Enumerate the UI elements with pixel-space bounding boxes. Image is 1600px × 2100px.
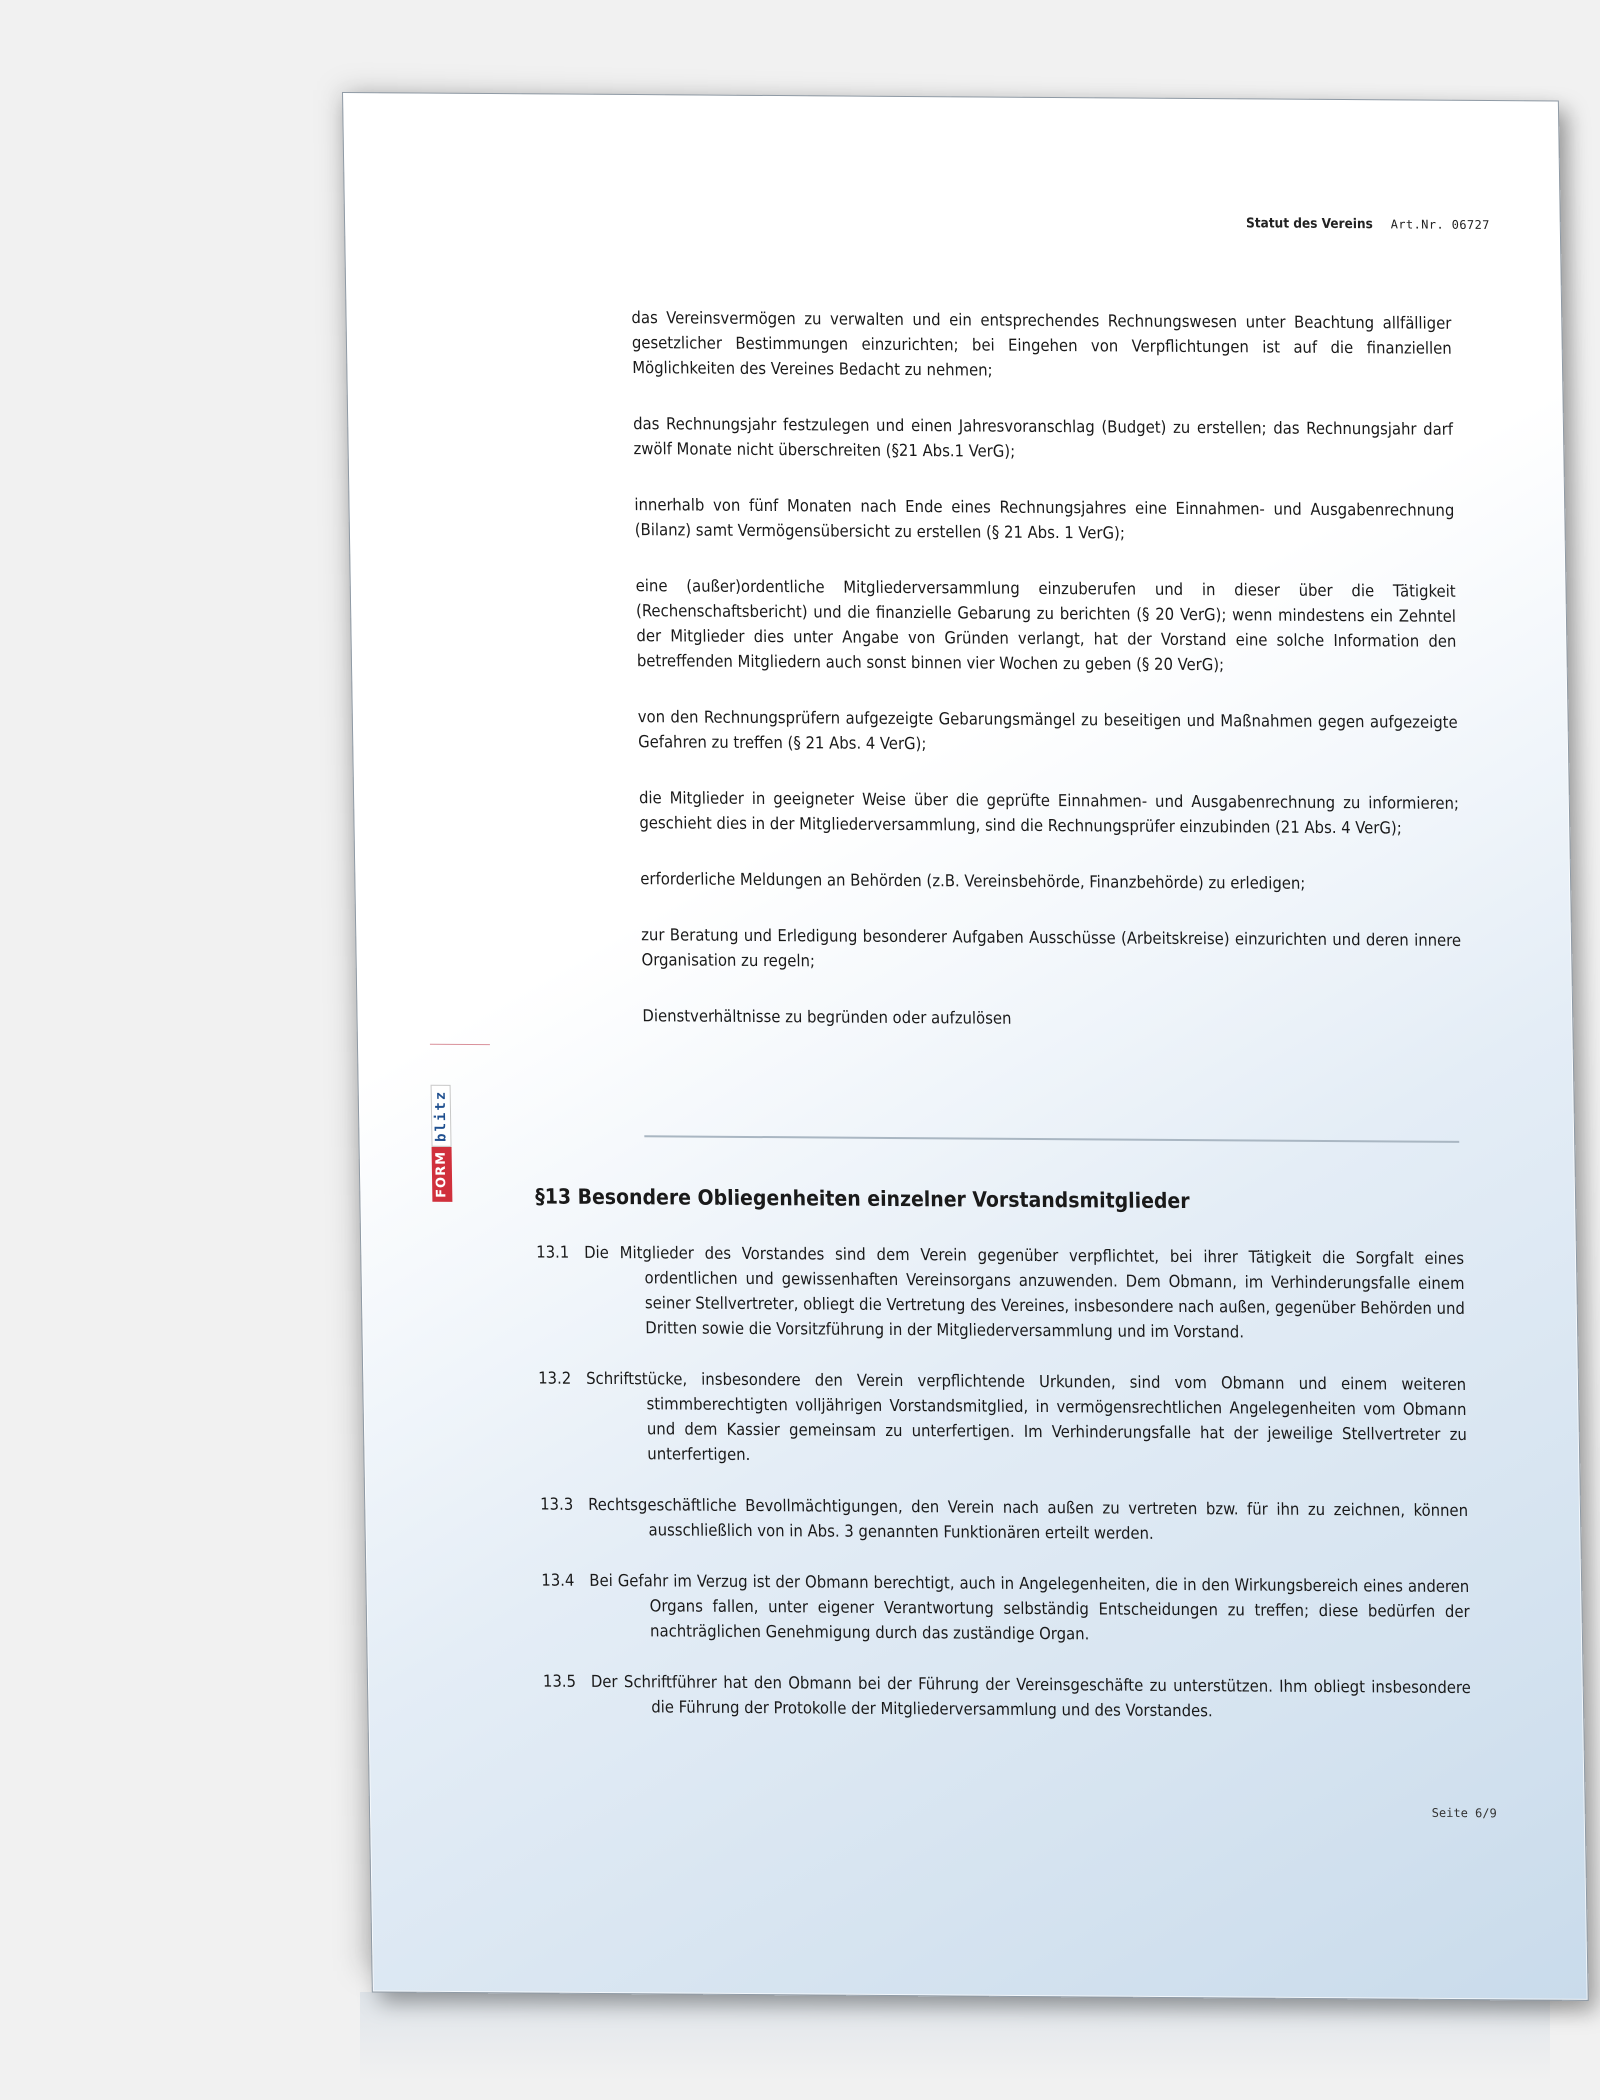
clause-13-4	[541, 1568, 1470, 1649]
document-page	[342, 92, 1589, 2001]
section-heading: §13 Besondere Obliegenheiten einzelner Vorstandsmitglieder	[535, 1184, 1190, 1214]
clause-number: 13.4	[541, 1570, 575, 1590]
duty-paragraph: innerhalb von fünf Monaten nach Ende eines Rechnungsjahres eine Einnahmen- und Ausgabenrechnung (Bilanz) samt Vermögensübersicht zu erstellen (§ 21 Abs. 1 VerG);	[634, 495, 1455, 543]
clause-text: Der Schriftführer hat den Obmann bei der Führung der Vereinsgeschäfte zu unterstützen. Ihm obliegt insbesondere die Führung der Protokolle der Mitgliederversammlung und des Vorstandes.	[590, 1671, 1471, 1721]
formblitz-logo	[430, 1052, 452, 1202]
clause-text: Die Mitglieder des Vorstandes sind dem Verein gegenüber verpflichtet, bei ihrer Tätigkeit die Sorgfalt eines ordentlichen und gewissenhaften Vereinsorgans anzuwenden. Dem Obmann, im Verhinderungsfalle einem seiner Stellvertreter, obliegt die Vertretung des Vereines, insbesondere nach außen, gegenüber Behörden und Dritten sowie die Vorsitzführung in der Mitgliederversammlung und im Vorstand.	[584, 1242, 1465, 1342]
clause-number: 13.2	[538, 1368, 572, 1388]
clause-list	[536, 1239, 1472, 1751]
duty-paragraph: die Mitglieder in geeigneter Weise über die geprüfte Einnahmen- und Ausgabenrechnung zu informieren; geschieht dies in der Mitgliederversammlung, sind die Rechnungsprüfer einzubinden (21 Abs. 4 VerG);	[638, 788, 1460, 838]
clause-text: Schriftstücke, insbesondere den Verein verpflichtende Urkunden, sind vom Obmann und einem weiteren stimmberechtigten volljährigen Vorstandsmitglied, in vermögensrechtlichen Angelegenheiten vom Obmann und dem Kassier gemeinsam zu unterfertigen. Im Verhinderungsfalle hat der jeweilige Stellvertreter zu unterfertigen.	[585, 1368, 1467, 1465]
duty-paragraph: das Rechnungsjahr festzulegen und einen Jahresvoranschlag (Budget) zu erstellen; das Rechnungsjahr darf zwölf Monate nicht überschreiten (§21 Abs.1 VerG);	[632, 414, 1454, 461]
section-divider	[644, 1135, 1459, 1143]
clause-number: 13.3	[539, 1494, 574, 1514]
page-reflection	[360, 1992, 1550, 2082]
clause-13-3	[540, 1492, 1469, 1548]
clause-13-5	[543, 1669, 1472, 1725]
logo-form-text: FORM	[432, 1147, 453, 1202]
duty-paragraph: erforderliche Meldungen an Behörden (z.B. Vereinsbehörde, Finanzbehörde) zu erledigen;	[640, 869, 1306, 893]
duty-paragraph: zur Beratung und Erledigung besonderer Aufgaben Ausschüsse (Arbeitskreise) einzurichten und deren innere Organisation zu regeln;	[641, 925, 1462, 971]
page-number: Seite 6/9	[1431, 1805, 1497, 1821]
duties-list	[631, 305, 1463, 1065]
duty-paragraph: das Vereinsvermögen zu verwalten und ein entsprechendes Rechnungswesen unter Beachtung allfälliger gesetzlicher Bestimmungen einzurichten; bei Eingehen von Verpflichtungen ist auf die finanziellen Möglichkeiten des Vereines Bedacht zu nehmen;	[631, 308, 1452, 380]
clause-13-2	[538, 1366, 1467, 1473]
document-title: Statut des Vereins	[1245, 215, 1373, 233]
clause-number: 13.5	[542, 1671, 577, 1691]
duty-paragraph: von den Rechnungsprüfern aufgezeigte Gebarungsmängel zu beseitigen und Maßnahmen gegen aufgezeigte Gefahren zu treffen (§ 21 Abs. 4 VerG);	[637, 707, 1458, 754]
clause-text: Rechtsgeschäftliche Bevollmächtigungen, den Verein nach außen zu vertreten bzw. für ihn zu zeichnen, können ausschließlich von in Abs. 3 genannten Funktionären erteilt werden.	[587, 1494, 1469, 1543]
duty-paragraph: eine (außer)ordentliche Mitgliederversammlung einzuberufen und in dieser über die Tätigkeit (Rechenschaftsbericht) und die finanzielle Gebarung zu berichten (§ 20 VerG); wenn mindestens ein Zehntel der Mitglieder dies unter Angabe von Gründen verlangt, hat der Vorstand eine solche Information den betreffenden Mitgliedern auch sonst binnen vier Wochen zu geben (§ 20 VerG);	[635, 576, 1457, 675]
article-number: Art.Nr. 06727	[1390, 217, 1490, 233]
logo-accent-line	[430, 1044, 490, 1045]
clause-number: 13.1	[536, 1242, 570, 1262]
page-header	[1246, 215, 1490, 233]
clause-13-1	[536, 1239, 1465, 1346]
clause-text: Bei Gefahr im Verzug ist der Obmann berechtigt, auch in Angelegenheiten, die in den Wirkungsbereich eines anderen Organs fallen, unter eigener Verantwortung selbständig Entscheidungen zu treffen; diese bedürfen der nachträglichen Genehmigung durch das zuständige Organ.	[589, 1570, 1470, 1644]
logo-blitz-text: blitz	[431, 1085, 452, 1147]
duty-paragraph: Dienstverhältnisse zu begründen oder aufzulösen	[642, 1006, 1012, 1028]
